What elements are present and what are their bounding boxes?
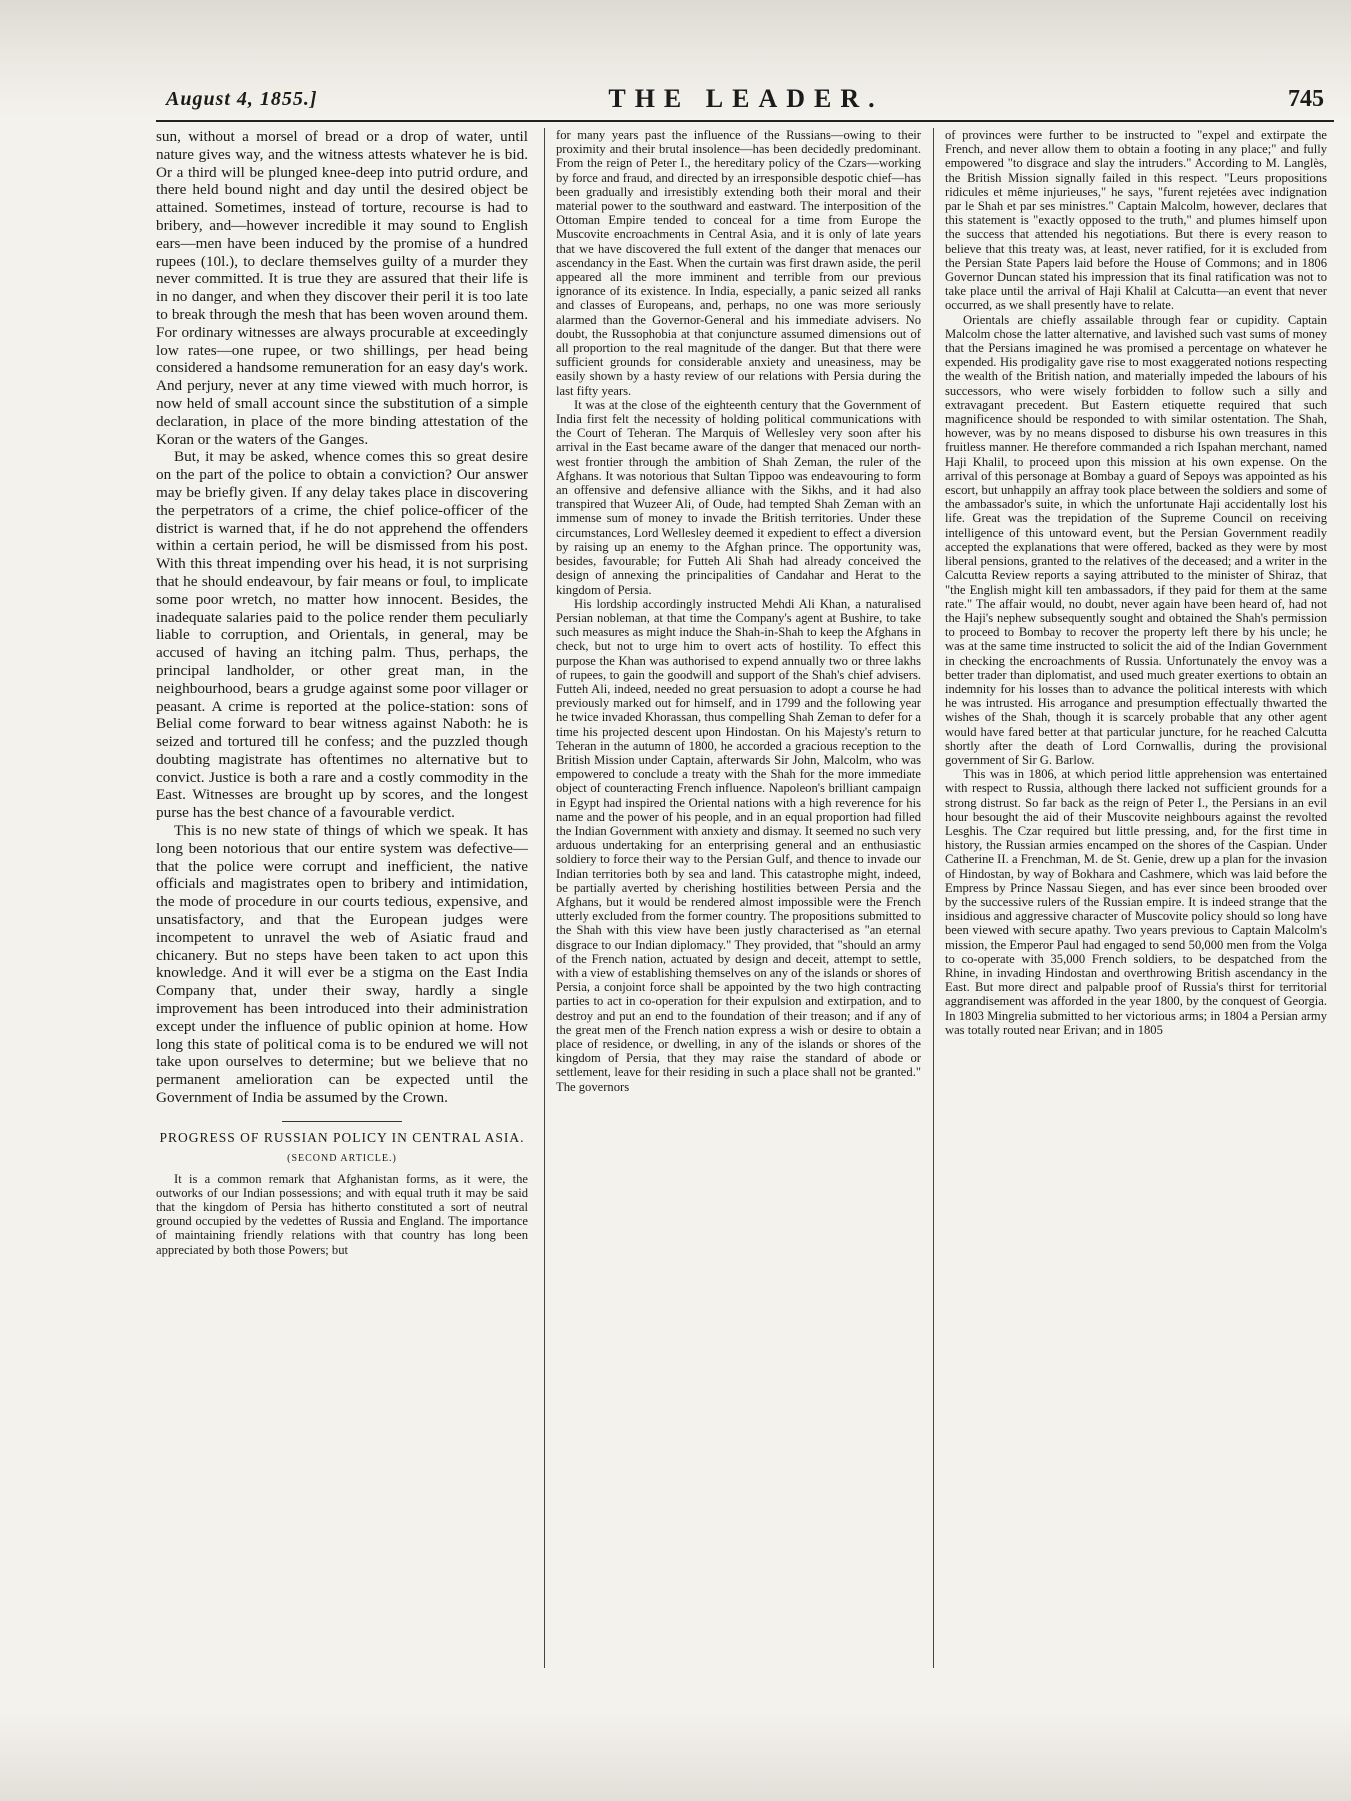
column-divider-2: [933, 128, 934, 1668]
col2-paragraph-2: It was at the close of the eighteenth century that the Government of India first felt the necessity of holding political communications with the Court of Teheran. The Marquis of Wellesley very soon after his arrival in the East became aware of the danger that menaced our north-west frontier through the ambition of Shah Zeman, the ruler of the Afghans. It was notorious that Sultan Tippoo was endeavouring to form an offensive and defensive alliance with the Sikhs, and it had also transpired that Wuzeer Ali, of Oude, had tempted Shah Zeman with an immense sum of money to invade the British territories. Under these circumstances, Lord Wellesley deemed it expedient to effect a diversion by raising up an enemy to the Afghan prince. The opportunity was, besides, favourable; for Futteh Ali Shah had already conceived the design of annexing the principalities of Candahar and Herat to the kingdom of Persia.: [556, 397, 921, 597]
header-rule: [156, 120, 1334, 122]
col1-paragraph-4: It is a common remark that Afghanistan forms, as it were, the outworks of our Indian possessions; and with equal truth it may be said that the kingdom of Persia has hitherto constituted a sort of neutral ground occupied by the vedettes of Russia and England. The importance of maintaining friendly relations with that country has long been appreciated by both those Powers; but: [156, 1171, 528, 1257]
col1-paragraph-2: But, it may be asked, whence comes this so great desire on the part of the police to obtain a conviction? Our answer may be briefly given. If any delay takes place in discovering the perpetrators of a crime, the chief police-officer of the district is warned that, if he do not apprehend the offenders within a certain period, he will be dismissed from his post. With this threat impending over his head, it is not surprising that he should endeavour, by fair means or foul, to implicate some poor wretch, no matter how innocent. Besides, the inadequate salaries paid to the police render them peculiarly liable to corruption, and Orientals, in general, may be accused of having an itching palm. Thus, perhaps, the principal landholder, or other great man, in the neighbourhood, bears a grudge against some poor villager or peasant. A crime is reported at the police-station: sons of Belial come forward to bear witness against Naboth: he is seized and tortured till he confess; and the puzzled though doubting magistrate has oftentimes no alternative but to convict. Justice is both a rare and a costly commodity in the East. Witnesses are brought up by scores, and the longest purse has the best chance of a favourable verdict.: [156, 448, 528, 822]
col1-paragraph-3: This is no new state of things of which we speak. It has long been notorious that our entire system was defective—that the police were corrupt and inefficient, the native officials and magistrates open to bribery and intimidation, the mode of procedure in our courts tedious, expensive, and unsatisfactory, and that the European judges were incompetent to unravel the web of Asiatic fraud and chicanery. But no steps have been taken to act upon this knowledge. And it will ever be a stigma on the East India Company that, under their sway, hardly a single improvement has been introduced into their administration except under the influence of public opinion at home. How long this state of political coma is to be endured we will not take upon ourselves to determine; but we believe that no permanent amelioration can be expected until the Government of India be assumed by the Crown.: [156, 822, 528, 1107]
column-3: [945, 128, 1327, 1688]
masthead-title: THE LEADER.: [608, 84, 884, 113]
column-1: [156, 128, 528, 1688]
newspaper-page: [156, 78, 1334, 1698]
scan-shadow-bottom: [0, 1710, 1351, 1801]
column-2: [556, 128, 921, 1688]
issue-date: August 4, 1855.]: [166, 88, 318, 110]
article-title: PROGRESS OF RUSSIAN POLICY IN CENTRAL ASIA.: [159, 1129, 525, 1145]
col3-paragraph-3: This was in 1806, at which period little apprehension was entertained with respect to Russia, although there lacked not sufficient grounds for a strong distrust. So far back as the reign of Peter I., the Persians in an evil hour besought the aid of their Muscovite neighbours against the revolted Lesghis. The Czar required but little pressing, and, for the first time in history, the Russian armies encamped on the shores of the Caspian. Under Catherine II. a Frenchman, M. de St. Genie, drew up a plan for the invasion of Hindostan, by way of Bokhara and Cashmere, which was laid before the Empress by Prince Nassau Siegen, and has ever since been brooded over by the successive rulers of the Russian empire. It is indeed strange that the insidious and aggressive character of Muscovite policy should so long have been viewed with secure apathy. Two years previous to Captain Malcolm's mission, the Emperor Paul had engaged to send 50,000 men from the Volga to co-operate with 35,000 French soldiers, to be despatched from the Rhine, in invading Hindostan and overthrowing British ascendancy in the East. But more direct and palpable proof of Russia's thirst for territorial aggrandisement was afforded in the year 1800, by the conquest of Georgia. In 1803 Mingrelia submitted to her victorious arms; in 1804 a Persian army was totally routed near Erivan; and in 1805: [945, 767, 1327, 1037]
page-number: 745: [1288, 86, 1324, 112]
col3-paragraph-2: Orientals are chiefly assailable through fear or cupidity. Captain Malcolm chose the latter alternative, and lavished such vast sums of money that the Persians imagined he was promised a percentage on whatever he expended. His prodigality gave rise to most exaggerated notions respecting the wealth of the British nation, and materially impeded the labours of his successors, who were wisely forbidden to follow such a silly and extravagant precedent. But Eastern etiquette required that such magnificence should be responded to with similar ostentation. The Shah, however, was by no means disposed to disburse his own treasures in this fruitless manner. He therefore commanded a rich Ispahan merchant, named Haji Khalil, to proceed upon this mission at his own expense. On the arrival of this personage at Bombay a guard of Sepoys was appointed as his escort, but unhappily an affray took place between the soldiers and some of the ambassador's suite, in which the unfortunate Haji accidentally lost his life. Great was the trepidation of the Supreme Council on receiving intelligence of this untoward event, but the Persian Government readily accepted the explanations that were offered, backed as they were by most liberal pensions, granted to the relatives of the deceased; and a writer in the Calcutta Review reports a saying attributed to the minister of Shiraz, that "the English might kill ten ambassadors, if they paid for them at the same rate." The affair would, no doubt, never again have been heard of, had not the Haji's nephew subsequently sought and obtained the Shah's permission to proceed to Bombay to recover the property left there by his uncle; he was at the same time instructed to solicit the aid of the Indian Government in checking the encroachments of Russia. Unfortunately the envoy was a better trader than diplomatist, and used much greater exertions to obtain an indemnity for his losses than to advance the political interests with which he was intrusted. His arrogance and presumption effectually thwarted the wishes of the Shah, though it is scarcely probable that any other agent would have fared better at that particular juncture, for he reached Calcutta shortly after the death of Lord Cornwallis, during the provisional government of Sir G. Barlow.: [945, 312, 1327, 767]
page-header: [156, 78, 1334, 113]
section-divider: [282, 1121, 402, 1122]
col2-paragraph-1: for many years past the influence of the Russians—owing to their proximity and their brutal insolence—has been decidedly predominant. From the reign of Peter I., the hereditary policy of the Czars—working by force and fraud, and directed by an irresponsible despotic chief—has been gradually and irresistibly extending both their moral and their material power to the southward and eastward. The interposition of the Ottoman Empire tended to conceal for a time from Europe the Muscovite encroachments in Central Asia, and it is only of late years that we have discovered the full extent of the danger that menaces our ascendancy in the East. When the curtain was first drawn aside, the peril appeared all the more imminent and terrible from our previous ignorance of its existence. In India, especially, a panic seized all ranks and classes of Europeans, and, perhaps, no one was more seriously alarmed than the Governor-General and his immediate advisers. No doubt, the Russophobia at that conjuncture assumed dimensions out of all proportion to the real magnitude of the danger. But that there were sufficient grounds for considerable anxiety and uneasiness, may be easily shown by a hasty review of our relations with Persia during the last fifty years.: [556, 128, 921, 398]
article-subtitle: (SECOND ARTICLE.): [287, 1152, 397, 1164]
column-divider-1: [544, 128, 545, 1668]
col3-paragraph-1: of provinces were further to be instructed to "expel and extirpate the French, and never allow them to obtain a footing in any place;" and fully empowered "to disgrace and slay the intruders." According to M. Langlès, the British Mission signally failed in this respect. "Leurs propositions ridicules et même injurieuses," he says, "furent rejetées avec indignation par le Shah et par ses ministres." Captain Malcolm, however, declares that this statement is "exactly opposed to the truth," and plumes himself upon the success that attended his negotiations. But there is every reason to believe that this treaty was, at least, never ratified, for it is excluded from the Persian State Papers laid before the House of Commons; and in 1806 Governor Duncan stated his impression that its final ratification was not to take place until the arrival of Haji Khalil at Calcutta—an event that never occurred, as we shall presently have to relate.: [945, 128, 1327, 313]
col1-paragraph-1: sun, without a morsel of bread or a drop of water, until nature gives way, and the witness attests whatever he is bid. Or a third will be plunged knee-deep into putrid ordure, and there held bound night and day until the desired object be attained. Sometimes, instead of torture, recourse is had to bribery, and—however incredible it may sound to English ears—men have been induced by the promise of a hundred rupees (10l.), to declare themselves guilty of a murder they never committed. It is true they are assured that their life is in no danger, and when they discover their peril it is too late to break through the mesh that has been woven around them. For ordinary witnesses are always procurable at exceedingly low rates—one rupee, or two shillings, per head being considered a handsome remuneration for an easy day's work. And perjury, never at any time viewed with much horror, is now held of small account since the substitution of a simple declaration, in place of the more binding attestation of the Koran or the waters of the Ganges.: [156, 128, 528, 448]
col2-paragraph-3: His lordship accordingly instructed Mehdi Ali Khan, a naturalised Persian nobleman, at that time the Company's agent at Bushire, to take such measures as might induce the Shah-in-Shah to keep the Afghans in check, but not to urge him to overt acts of hostility. To effect this purpose the Khan was authorised to expend annually two or three lakhs of rupees, to gain the goodwill and support of the Shah's chief advisers. Futteh Ali, indeed, needed no great persuasion to adopt a course he had previously marked out for himself, and in 1799 and the following year he twice invaded Khorassan, thus compelling Shah Zeman to defer for a time his projected descent upon Hindostan. On his Majesty's return to Teheran in the autumn of 1800, he accorded a gracious reception to the British Mission under Captain, afterwards Sir John, Malcolm, who was empowered to conclude a treaty with the Shah for the more immediate object of counteracting French influence. Napoleon's brilliant campaign in Egypt had inspired the Oriental nations with a high reverence for his name and the power of his people, and in an equal proportion had filled the Indian Government with anxiety and dismay. It seemed no such very arduous undertaking for an enterprising general and an enthusiastic soldiery to force their way to the Persian Gulf, and thence to invade our Indian territories both by sea and land. This catastrophe might, indeed, be partially averted by cherishing hostilities between Persia and the Afghans, but it would be rendered almost impossible were the French utterly excluded from the former country. The propositions submitted to the Shah with this view have been justly characterised as "an eternal disgrace to our Indian diplomacy." They provided, that "should an army of the French nation, actuated by design and deceit, attempt to settle, with a view of establishing themselves on any of the islands or shores of Persia, a conjoint force shall be appointed by the two high contracting parties to act in co-operation for their expulsion and extirpation, and to destroy and put an end to the foundation of their treason; and if any of the great men of the French nation express a wish or desire to obtain a place of residence, or dwelling, in any of the islands or shores of the kingdom of Persia, that they may raise the standard of abode or settlement, leave for their residing in such a place shall not be granted." The governors: [556, 596, 921, 1094]
